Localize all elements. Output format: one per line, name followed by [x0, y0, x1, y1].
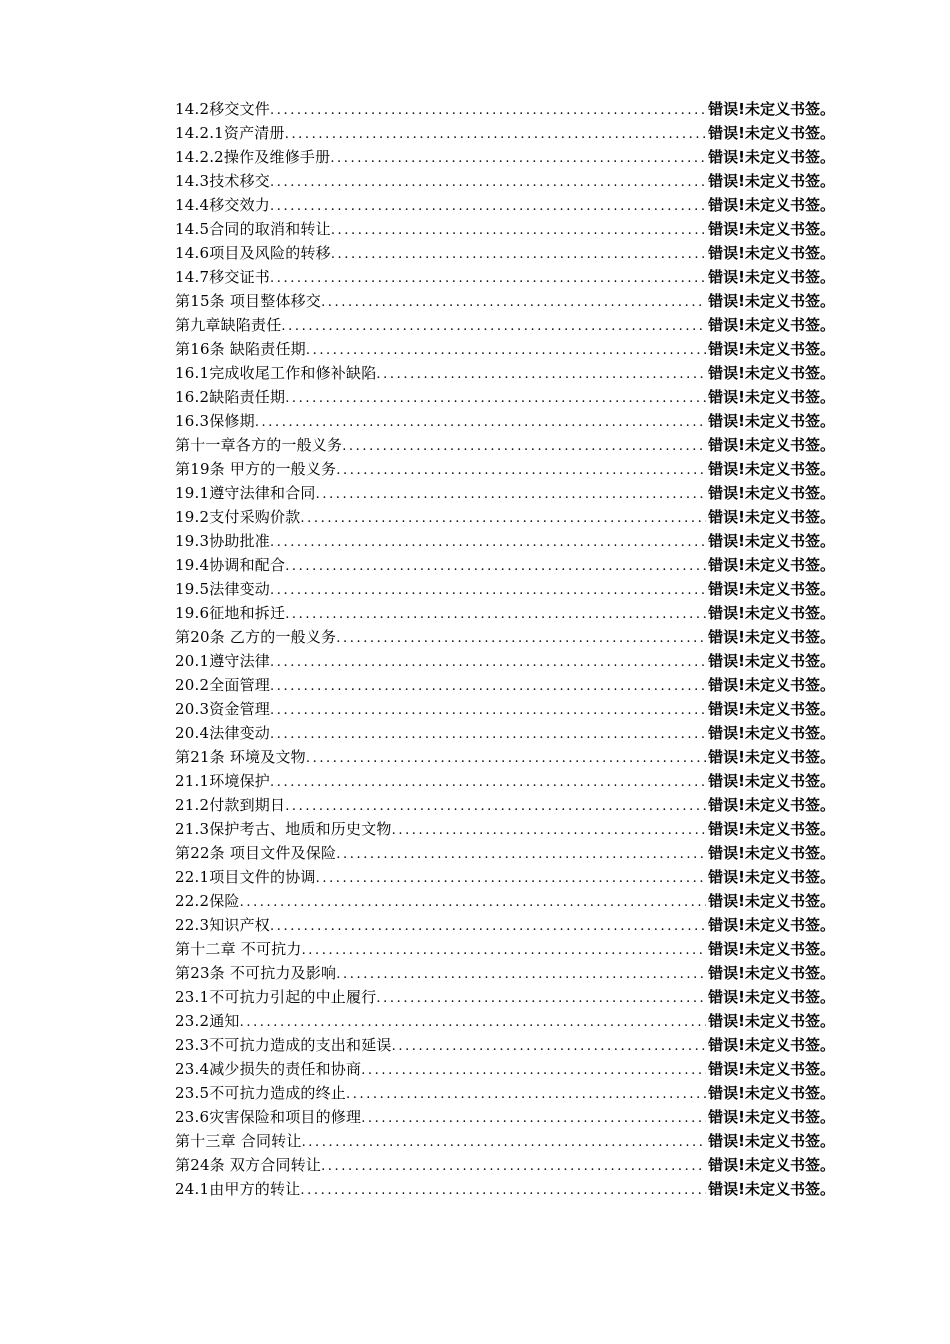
toc-entry-page-ref: 错误!未定义书签。: [708, 916, 835, 934]
toc-entry[interactable]: [175, 889, 835, 913]
toc-dot-leader: [330, 147, 706, 169]
toc-dot-leader: [392, 1035, 707, 1057]
toc-entry-title: 14.2.1资产清册: [175, 124, 285, 142]
toc-entry-page-ref: 错误!未定义书签。: [708, 652, 835, 670]
toc-entry[interactable]: [175, 457, 835, 481]
toc-dot-leader: [285, 555, 706, 577]
toc-entry-page-ref: 错误!未定义书签。: [708, 1180, 835, 1198]
toc-dot-leader: [361, 1107, 706, 1129]
toc-dot-leader: [270, 915, 706, 937]
toc-entry-page-ref: 错误!未定义书签。: [708, 580, 835, 598]
toc-entry-title: 14.5合同的取消和转让: [175, 220, 331, 238]
toc-entry-title: 23.5不可抗力造成的终止: [175, 1084, 346, 1102]
toc-entry-title: 22.3知识产权: [175, 916, 270, 934]
toc-entry[interactable]: [175, 769, 835, 793]
toc-entry[interactable]: [175, 961, 835, 985]
toc-entry[interactable]: [175, 145, 835, 169]
toc-entry-page-ref: 错误!未定义书签。: [708, 796, 835, 814]
toc-dot-leader: [270, 171, 706, 193]
toc-entry-title: 21.1环境保护: [175, 772, 270, 790]
toc-dot-leader: [342, 435, 706, 457]
toc-entry[interactable]: [175, 529, 835, 553]
toc-entry[interactable]: [175, 217, 835, 241]
toc-dot-leader: [336, 843, 706, 865]
toc-entry[interactable]: [175, 121, 835, 145]
toc-entry[interactable]: [175, 673, 835, 697]
toc-entry[interactable]: [175, 337, 835, 361]
toc-dot-leader: [302, 1131, 707, 1153]
toc-entry[interactable]: [175, 1177, 835, 1201]
toc-dot-leader: [270, 675, 706, 697]
toc-entry-page-ref: 错误!未定义书签。: [708, 196, 835, 214]
toc-dot-leader: [285, 387, 706, 409]
toc-entry-page-ref: 错误!未定义书签。: [708, 988, 835, 1006]
toc-entry-title: 14.6项目及风险的转移: [175, 244, 331, 262]
toc-entry-title: 19.3协助批准: [175, 532, 270, 550]
toc-entry[interactable]: [175, 1153, 835, 1177]
toc-dot-leader: [255, 411, 706, 433]
toc-dot-leader: [270, 723, 706, 745]
toc-dot-leader: [306, 747, 706, 769]
toc-entry-title: 19.4协调和配合: [175, 556, 286, 574]
toc-entry[interactable]: [175, 385, 835, 409]
toc-entry-page-ref: 错误!未定义书签。: [708, 220, 835, 238]
toc-entry[interactable]: [175, 169, 835, 193]
toc-entry-page-ref: 错误!未定义书签。: [708, 1156, 835, 1174]
toc-entry-title: 第24条 双方合同转让: [175, 1156, 322, 1174]
toc-entry-title: 第22条 项目文件及保险: [175, 844, 337, 862]
toc-entry-title: 20.4法律变动: [175, 724, 270, 742]
toc-dot-leader: [270, 699, 706, 721]
toc-entry-page-ref: 错误!未定义书签。: [708, 844, 835, 862]
toc-entry[interactable]: [175, 1105, 835, 1129]
toc-entry-title: 22.2保险: [175, 892, 240, 910]
toc-entry-page-ref: 错误!未定义书签。: [708, 436, 835, 454]
toc-entry-title: 14.2移交文件: [175, 100, 270, 118]
toc-entry-title: 21.3保护考古、地质和历史文物: [175, 820, 392, 838]
toc-entry[interactable]: [175, 649, 835, 673]
toc-entry-page-ref: 错误!未定义书签。: [708, 124, 835, 142]
toc-entry[interactable]: [175, 937, 835, 961]
toc-entry-page-ref: 错误!未定义书签。: [708, 172, 835, 190]
toc-dot-leader: [270, 195, 706, 217]
toc-entry-title: 24.1由甲方的转让: [175, 1180, 301, 1198]
toc-entry[interactable]: [175, 817, 835, 841]
toc-dot-leader: [285, 603, 706, 625]
toc-entry-title: 23.2通知: [175, 1012, 240, 1030]
toc-entry-page-ref: 错误!未定义书签。: [708, 100, 835, 118]
toc-entry-title: 20.2全面管理: [175, 676, 270, 694]
toc-entry[interactable]: [175, 361, 835, 385]
toc-dot-leader: [270, 651, 706, 673]
toc-entry-page-ref: 错误!未定义书签。: [708, 1036, 835, 1054]
toc-entry-title: 23.6灾害保险和项目的修理: [175, 1108, 362, 1126]
toc-dot-leader: [321, 291, 706, 313]
toc-entry-title: 19.5法律变动: [175, 580, 270, 598]
toc-entry-title: 23.3不可抗力造成的支出和延误: [175, 1036, 392, 1054]
toc-entry-page-ref: 错误!未定义书签。: [708, 748, 835, 766]
toc-entry-title: 16.3保修期: [175, 412, 255, 430]
toc-entry-title: 第十一章各方的一般义务: [175, 436, 343, 454]
toc-entry-page-ref: 错误!未定义书签。: [708, 148, 835, 166]
toc-dot-leader: [316, 867, 707, 889]
toc-entry[interactable]: [175, 721, 835, 745]
toc-entry[interactable]: [175, 697, 835, 721]
toc-entry-title: 22.1项目文件的协调: [175, 868, 316, 886]
toc-dot-leader: [270, 579, 706, 601]
toc-dot-leader: [336, 459, 706, 481]
toc-entry[interactable]: [175, 1033, 835, 1057]
toc-entry-title: 14.4移交效力: [175, 196, 270, 214]
toc-entry-title: 第23条 不可抗力及影响: [175, 964, 337, 982]
toc-entry[interactable]: [175, 913, 835, 937]
toc-entry[interactable]: [175, 1057, 835, 1081]
toc-entry-page-ref: 错误!未定义书签。: [708, 892, 835, 910]
toc-dot-leader: [321, 1155, 706, 1177]
toc-dot-leader: [285, 795, 706, 817]
toc-entry-title: 19.2支付采购价款: [175, 508, 301, 526]
toc-entry-page-ref: 错误!未定义书签。: [708, 292, 835, 310]
toc-entry[interactable]: [175, 505, 835, 529]
toc-entry[interactable]: [175, 193, 835, 217]
toc-entry[interactable]: [175, 841, 835, 865]
toc-dot-leader: [270, 99, 706, 121]
toc-entry-page-ref: 错误!未定义书签。: [708, 1060, 835, 1078]
toc-entry-title: 23.1不可抗力引起的中止履行: [175, 988, 377, 1006]
toc-entry-page-ref: 错误!未定义书签。: [708, 388, 835, 406]
toc-entry-page-ref: 错误!未定义书签。: [708, 532, 835, 550]
toc-entry-page-ref: 错误!未定义书签。: [708, 1108, 835, 1126]
toc-entry-title: 第十三章 合同转让: [175, 1132, 302, 1150]
toc-entry[interactable]: [175, 601, 835, 625]
toc-entry-page-ref: 错误!未定义书签。: [708, 820, 835, 838]
toc-entry-page-ref: 错误!未定义书签。: [708, 772, 835, 790]
toc-dot-leader: [240, 1011, 707, 1033]
toc-dot-leader: [285, 123, 706, 145]
toc-entry-page-ref: 错误!未定义书签。: [708, 340, 835, 358]
toc-entry[interactable]: [175, 409, 835, 433]
toc-entry[interactable]: [175, 625, 835, 649]
toc-entry[interactable]: [175, 865, 835, 889]
toc-entry[interactable]: [175, 433, 835, 457]
toc-entry-page-ref: 错误!未定义书签。: [708, 316, 835, 334]
toc-entry[interactable]: [175, 481, 835, 505]
toc-dot-leader: [300, 1179, 706, 1201]
toc-entry-page-ref: 错误!未定义书签。: [708, 964, 835, 982]
toc-dot-leader: [336, 627, 706, 649]
toc-dot-leader: [346, 1083, 706, 1105]
toc-entry-page-ref: 错误!未定义书签。: [708, 268, 835, 286]
toc-entry[interactable]: [175, 97, 835, 121]
toc-entry-page-ref: 错误!未定义书签。: [708, 628, 835, 646]
toc-entry-title: 14.3技术移交: [175, 172, 270, 190]
toc-entry-page-ref: 错误!未定义书签。: [708, 1132, 835, 1150]
toc-entry-title: 21.2付款到期日: [175, 796, 286, 814]
toc-dot-leader: [270, 771, 706, 793]
toc-entry-page-ref: 错误!未定义书签。: [708, 700, 835, 718]
toc-entry[interactable]: [175, 985, 835, 1009]
toc-dot-leader: [270, 267, 706, 289]
toc-dot-leader: [270, 531, 706, 553]
toc-entry-title: 第十二章 不可抗力: [175, 940, 302, 958]
toc-entry[interactable]: [175, 553, 835, 577]
toc-dot-leader: [300, 507, 706, 529]
toc-entry-title: 20.1遵守法律: [175, 652, 270, 670]
toc-dot-leader: [336, 963, 706, 985]
table-of-contents: [175, 97, 835, 1201]
toc-entry-title: 16.2缺陷责任期: [175, 388, 286, 406]
toc-dot-leader: [306, 339, 706, 361]
toc-entry[interactable]: [175, 793, 835, 817]
toc-entry-page-ref: 错误!未定义书签。: [708, 556, 835, 574]
toc-entry[interactable]: [175, 241, 835, 265]
toc-dot-leader: [361, 1059, 706, 1081]
toc-entry-title: 23.4减少损失的责任和协商: [175, 1060, 362, 1078]
toc-entry-page-ref: 错误!未定义书签。: [708, 364, 835, 382]
toc-dot-leader: [331, 243, 706, 265]
toc-entry-title: 第16条 缺陷责任期: [175, 340, 306, 358]
toc-entry[interactable]: [175, 577, 835, 601]
toc-entry[interactable]: [175, 265, 835, 289]
toc-entry-page-ref: 错误!未定义书签。: [708, 508, 835, 526]
toc-entry-page-ref: 错误!未定义书签。: [708, 940, 835, 958]
toc-dot-leader: [392, 819, 707, 841]
toc-dot-leader: [240, 891, 707, 913]
toc-entry-page-ref: 错误!未定义书签。: [708, 484, 835, 502]
toc-dot-leader: [281, 315, 706, 337]
toc-entry-page-ref: 错误!未定义书签。: [708, 676, 835, 694]
toc-dot-leader: [376, 987, 706, 1009]
toc-entry-title: 第21条 环境及文物: [175, 748, 306, 766]
toc-entry[interactable]: [175, 1129, 835, 1153]
toc-entry-page-ref: 错误!未定义书签。: [708, 244, 835, 262]
toc-entry-title: 19.1遵守法律和合同: [175, 484, 316, 502]
toc-entry[interactable]: [175, 745, 835, 769]
toc-entry-title: 第19条 甲方的一般义务: [175, 460, 337, 478]
toc-entry-page-ref: 错误!未定义书签。: [708, 724, 835, 742]
toc-dot-leader: [331, 219, 706, 241]
toc-entry-page-ref: 错误!未定义书签。: [708, 604, 835, 622]
toc-entry[interactable]: [175, 313, 835, 337]
toc-entry[interactable]: [175, 289, 835, 313]
toc-entry-page-ref: 错误!未定义书签。: [708, 460, 835, 478]
toc-entry-title: 第15条 项目整体移交: [175, 292, 322, 310]
toc-entry[interactable]: [175, 1009, 835, 1033]
toc-entry-page-ref: 错误!未定义书签。: [708, 412, 835, 430]
toc-entry[interactable]: [175, 1081, 835, 1105]
toc-entry-title: 19.6征地和拆迁: [175, 604, 286, 622]
toc-entry-title: 第九章缺陷责任: [175, 316, 282, 334]
toc-dot-leader: [316, 483, 707, 505]
toc-dot-leader: [376, 363, 706, 385]
toc-dot-leader: [302, 939, 707, 961]
toc-entry-title: 16.1完成收尾工作和修补缺陷: [175, 364, 377, 382]
toc-entry-page-ref: 错误!未定义书签。: [708, 868, 835, 886]
toc-entry-title: 14.7移交证书: [175, 268, 270, 286]
toc-entry-page-ref: 错误!未定义书签。: [708, 1012, 835, 1030]
toc-entry-page-ref: 错误!未定义书签。: [708, 1084, 835, 1102]
toc-entry-title: 14.2.2操作及维修手册: [175, 148, 331, 166]
toc-entry-title: 20.3资金管理: [175, 700, 270, 718]
toc-entry-title: 第20条 乙方的一般义务: [175, 628, 337, 646]
